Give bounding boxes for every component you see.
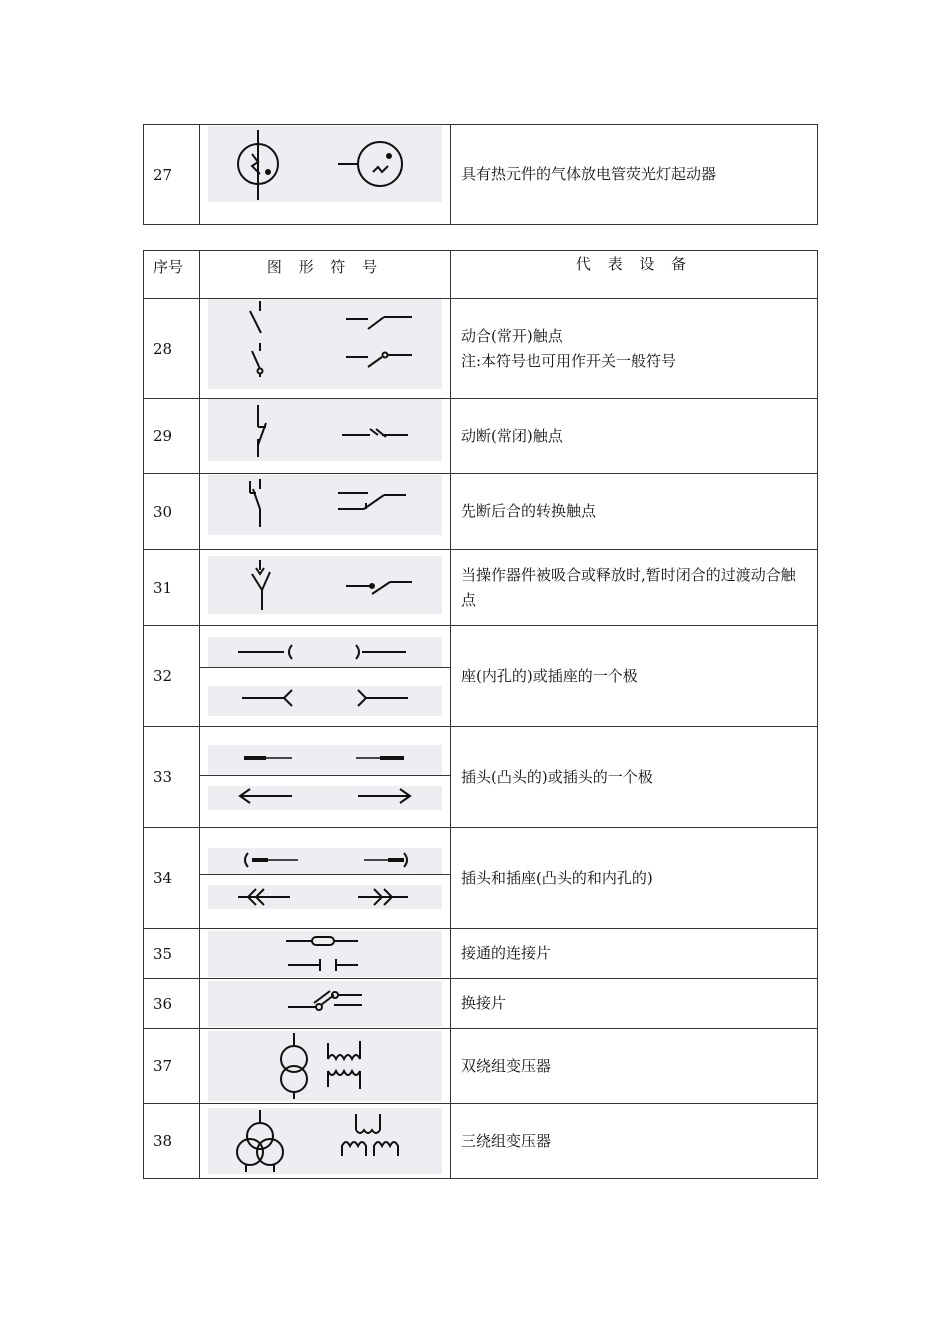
- description-note: 注:本符号也可用作开关一般符号: [461, 351, 677, 370]
- plug-arrow-icon: [208, 786, 442, 810]
- table-row: [144, 550, 818, 626]
- description: 座(内孔的)或插座的一个极: [451, 626, 818, 727]
- symbol-cell: [200, 1104, 451, 1179]
- row-number: 31: [144, 550, 200, 626]
- link-closed-icon: [208, 931, 442, 977]
- table-row: [144, 399, 818, 474]
- description: [451, 299, 818, 399]
- plug-and-socket-alt-icon: [208, 885, 442, 909]
- row-number: 34: [144, 828, 200, 929]
- description: 插头和插座(凸头的和内孔的): [451, 828, 818, 929]
- description: 三绕组变压器: [451, 1104, 818, 1179]
- symbol-cell: [200, 125, 451, 225]
- row-number: 27: [144, 125, 200, 225]
- row-number: 32: [144, 626, 200, 727]
- row-number: 35: [144, 929, 200, 979]
- two-winding-transformer-icon: [208, 1031, 442, 1101]
- symbol-cell: [200, 727, 451, 828]
- row-number: 29: [144, 399, 200, 474]
- symbol-table-top: [143, 124, 818, 225]
- description: 动断(常闭)触点: [451, 399, 818, 474]
- table-row: [144, 474, 818, 550]
- symbol-cell: [200, 828, 451, 929]
- symbol-cell: [200, 979, 451, 1029]
- table-header-row: [144, 251, 818, 299]
- row-number: 33: [144, 727, 200, 828]
- changeover-link-icon: [208, 981, 442, 1027]
- make-contact-icon: [208, 299, 442, 389]
- row-number: 36: [144, 979, 200, 1029]
- three-winding-transformer-icon: [208, 1108, 442, 1174]
- plug-icon: [208, 745, 442, 775]
- symbol-cell: [200, 399, 451, 474]
- description: 接通的连接片: [451, 929, 818, 979]
- symbol-cell: [200, 929, 451, 979]
- passing-make-contact-icon: [208, 556, 442, 614]
- description-line: 动合(常开)触点: [461, 326, 563, 345]
- socket-icon: [208, 637, 442, 667]
- header-desc: 代 表 设 备: [451, 251, 818, 299]
- symbol-cell: [200, 626, 451, 727]
- break-contact-icon: [208, 399, 442, 461]
- row-number: 37: [144, 1029, 200, 1104]
- symbol-table-main: [143, 250, 818, 1179]
- table-row: [144, 727, 818, 828]
- table-row: [144, 929, 818, 979]
- table-row: [144, 299, 818, 399]
- table-row: [144, 626, 818, 727]
- row-number: 38: [144, 1104, 200, 1179]
- table-row: [144, 828, 818, 929]
- socket-alt-icon: [208, 686, 442, 716]
- symbol-cell: [200, 1029, 451, 1104]
- description: 当操作器件被吸合或释放时,暂时闭合的过渡动合触点: [451, 550, 818, 626]
- header-symbol: 图 形 符 号: [200, 251, 451, 299]
- table-row: [144, 125, 818, 225]
- description: 具有热元件的气体放电管荧光灯起动器: [451, 125, 818, 225]
- row-number: 30: [144, 474, 200, 550]
- description: 双绕组变压器: [451, 1029, 818, 1104]
- table-row: [144, 979, 818, 1029]
- description: 先断后合的转换触点: [451, 474, 818, 550]
- description: 换接片: [451, 979, 818, 1029]
- table-row: [144, 1029, 818, 1104]
- changeover-contact-icon: [208, 475, 442, 535]
- table-row: [144, 1104, 818, 1179]
- plug-and-socket-icon: [208, 848, 442, 874]
- gas-discharge-starter-icon: [208, 126, 442, 202]
- description: 插头(凸头的)或插头的一个极: [451, 727, 818, 828]
- symbol-cell: [200, 299, 451, 399]
- row-number: 28: [144, 299, 200, 399]
- header-num: 序号: [144, 251, 200, 299]
- symbol-cell: [200, 474, 451, 550]
- symbol-cell: [200, 550, 451, 626]
